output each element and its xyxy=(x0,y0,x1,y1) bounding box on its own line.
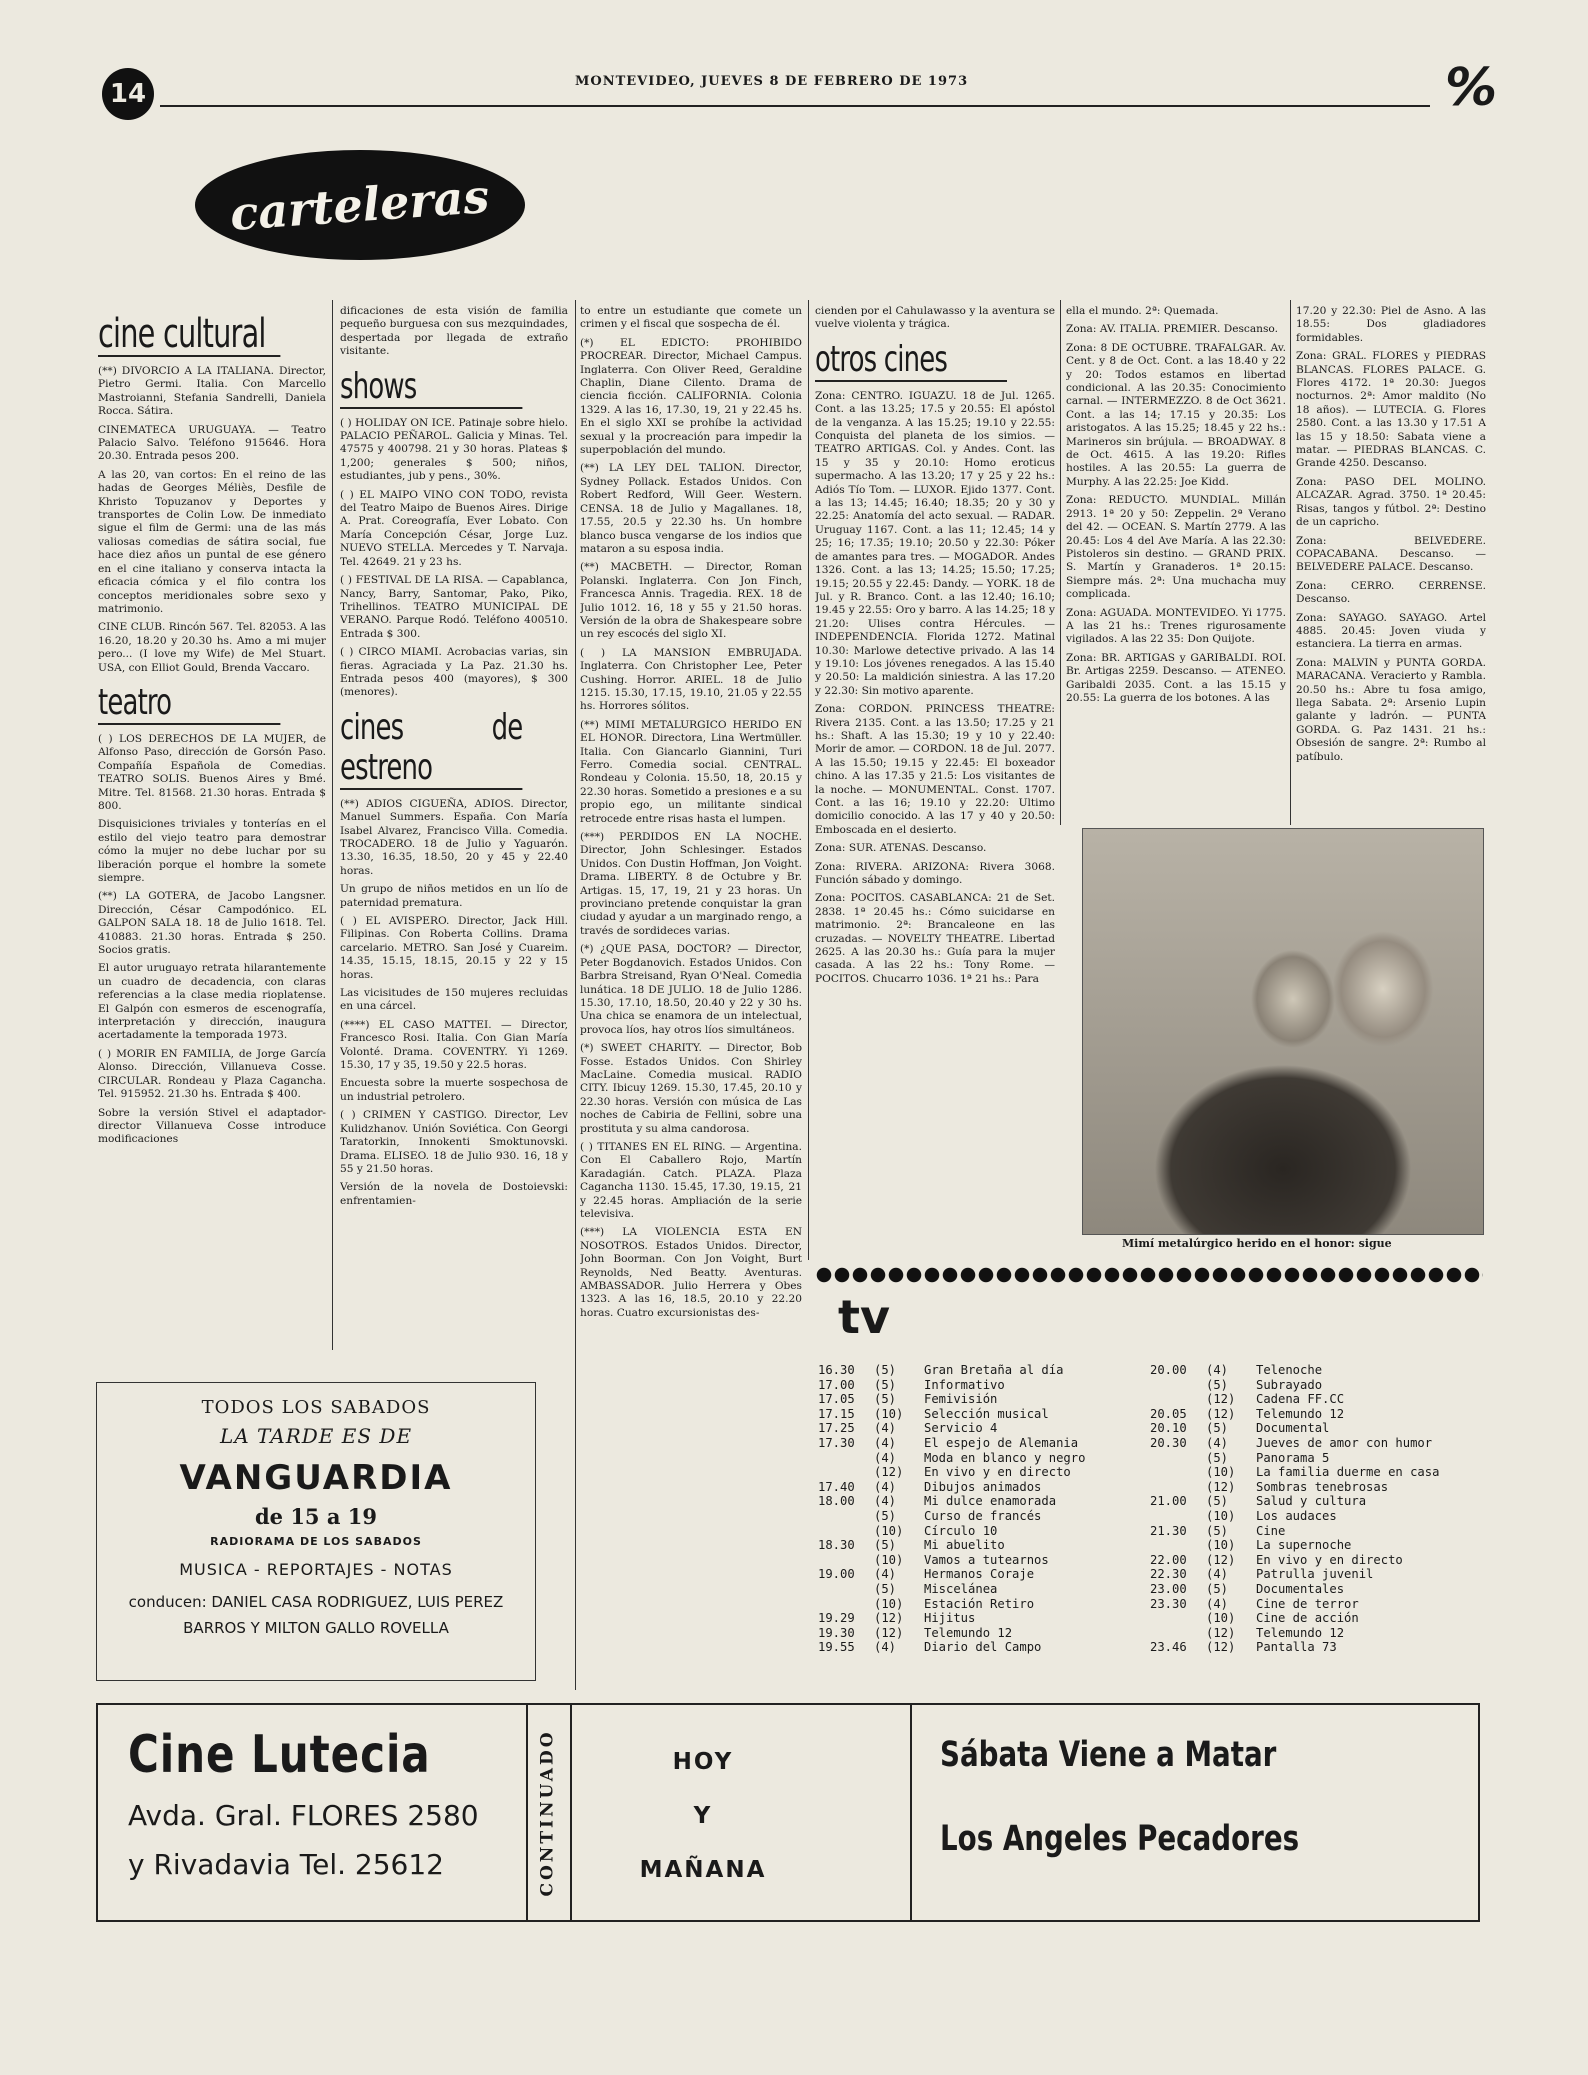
tv-time: 19.30 xyxy=(818,1625,855,1640)
tv-time: 19.55 xyxy=(818,1640,855,1655)
tv-time: 17.25 xyxy=(818,1421,855,1436)
tv-program: Cadena FF.CC xyxy=(1256,1392,1345,1407)
tv-row xyxy=(1150,1626,1490,1641)
list-item: Zona: REDUCTO. MUNDIAL. Millán 2913. 1ª 20 y 50: Zeppelin. 2ª Verano del 42. — OCEAN. S. Martín 2779. A las 20.45: Los 4 del Ave María. A las 22.30: Pistoleros sin destino. — GRAND PRIX. S. Martín y Granaderos. 1ª 20.15: Siempre más. 2ª: Una muchacha muy complicada. xyxy=(1066,494,1286,601)
tv-time xyxy=(1150,1480,1206,1495)
tv-channel: (12) xyxy=(1206,1552,1236,1567)
tv-program: Diario del Campo xyxy=(924,1640,1042,1655)
tv-channel: (12) xyxy=(1206,1479,1236,1494)
tv-channel: (10) xyxy=(1206,1611,1236,1626)
tv-row xyxy=(818,1378,1148,1393)
tv-channel: (4) xyxy=(1206,1435,1229,1450)
tv-channel: (4) xyxy=(1206,1363,1229,1377)
tv-channel: (5) xyxy=(874,1363,897,1377)
ad-films xyxy=(940,1735,1348,1903)
tv-time: 20.30 xyxy=(1150,1435,1187,1450)
list-item: ( ) EL MAIPO VINO CON TODO, revista del Teatro Maipo de Buenos Aires. Dirige A. Prat. Coreografía, Ever Lobato. Con María Concepción César, Jorge Luz. NUEVO STELLA. Mercedes y T. Narvaja. Tel. 42649. 21 y 23 hs. xyxy=(340,488,568,568)
ad-divider xyxy=(570,1705,572,1920)
list-item: Zona: CORDON. PRINCESS THEATRE: Rivera 2135. Cont. a las 13.50; 17.25 y 21 hs.: Shaft. A las 15.30; 19 y 10 y 22.40: Morir de amor. — CORDON. 18 de Jul. 2077. A las 15.50; 19.15 y 22.45: El boxeador chino. A las 17.35 y 21.5: Los visitantes de la noche. — MONUMENTAL. Const. 1707. Cont. a las 16; 19.10 y 22.20: Ultimo domicilio conocido. A las 17 y 40 y 20.50: Emboscada en el desierto. xyxy=(815,703,1055,836)
tv-channel: (12) xyxy=(1206,1640,1236,1655)
list-item: Disquisiciones triviales y tonterías en el estilo del viejo teatro para demostrar cómo la mujer no debe luchar por su liberación porque el hombre la somete siempre. xyxy=(98,818,326,884)
tv-row xyxy=(1150,1611,1490,1626)
ad-title: Cine Lutecia xyxy=(128,1725,431,1785)
tv-program: Moda en blanco y negro xyxy=(924,1450,1086,1465)
list-item: (***) LA VIOLENCIA ESTA EN NOSOTROS. Estados Unidos. Director, John Boorman. Con Jon Voight, Burt Reynolds, Ned Beatty. Aventuras. AMBASSADOR. Julio Herrera y Obes 1323. A las 16, 18.5, 20.10 y 22.20 horas. Cuatro excursionistas des- xyxy=(580,1226,802,1319)
tv-time xyxy=(1150,1538,1206,1553)
tv-channel: (5) xyxy=(874,1377,897,1392)
ad-address: Avda. Gral. FLORES 2580 xyxy=(128,1799,479,1832)
tv-time xyxy=(818,1524,874,1539)
list-item: ( ) LOS DERECHOS DE LA MUJER, de Alfonso Paso, dirección de Gorsón Paso. Compañía Española de Comedias. TEATRO SOLIS. Buenos Aires y Bmé. Mitre. Tel. 81568. 21.30 horas. Entrada $ 800. xyxy=(98,732,326,812)
photo-caption: Mimí metalúrgico herido en el honor: sigue xyxy=(1122,1237,1392,1250)
tv-row xyxy=(1150,1553,1490,1568)
tv-program: Servicio 4 xyxy=(924,1421,998,1436)
tv-channel: (4) xyxy=(874,1479,897,1494)
tv-time: 20.05 xyxy=(1150,1406,1187,1421)
tv-time xyxy=(818,1553,874,1568)
tv-program: Telemundo 12 xyxy=(1256,1406,1345,1421)
tv-channel: (4) xyxy=(874,1567,897,1582)
tv-program: Círculo 10 xyxy=(924,1523,998,1538)
column-rule xyxy=(1290,300,1291,825)
tv-time xyxy=(1150,1509,1206,1524)
list-item: ( ) HOLIDAY ON ICE. Patinaje sobre hielo. PALACIO PEÑAROL. Galicia y Minas. Tel. 47575 y 400798. 21 y 30 horas. Plateas $ 1,200; generales $ 500; niños, estudiantes, jub y pens., 30%. xyxy=(340,416,568,483)
tv-channel: (5) xyxy=(1206,1494,1229,1509)
tv-program: Telemundo 12 xyxy=(1256,1625,1345,1640)
tv-channel: (10) xyxy=(874,1596,904,1611)
ad-line: TODOS LOS SABADOS xyxy=(201,1397,431,1418)
list-item: (**) MIMI METALURGICO HERIDO EN EL HONOR. Directora, Lina Wertmüller. Italia. Con Giancarlo Giannini, Turi Ferro. Comedia social. CENTRAL. Rondeau y Colonia. 15.50, 18, 20.15 y 22.30 horas. Sometido a presiones e a su propio ego, un militante sindical retrocede entre risas hasta el lumpen. xyxy=(580,718,802,825)
tv-channel: (4) xyxy=(874,1640,897,1655)
tv-program: Mi dulce enamorada xyxy=(924,1494,1057,1509)
ad-schedule xyxy=(598,1735,808,1897)
column-rule xyxy=(575,300,576,1690)
list-item: ( ) TITANES EN EL RING. — Argentina. Con El Caballero Rojo, Martín Karadagián. Catch. PLAZA. Plaza Cagancha 1130. 15.45, 17.30, 19.15, 21 y 22.45 horas. Ampliación de la serie televisiva. xyxy=(580,1140,802,1220)
tv-channel: (5) xyxy=(1206,1377,1229,1392)
list-item: Zona: SAYAGO. SAYAGO. Artel 4885. 20.45: Joven viuda y estanciera. La tierra en armas. xyxy=(1296,611,1486,651)
tv-program: Documental xyxy=(1256,1421,1330,1436)
tv-row xyxy=(818,1363,1148,1378)
list-item: cienden por el Cahulawasso y la aventura se vuelve violenta y trágica. xyxy=(815,305,1055,331)
list-item: Zona: POCITOS. CASABLANCA: 21 de Set. 2838. 1ª 20.45 hs.: Cómo suicidarse en matrimonio. 2ª: Brancaleone en las cruzadas. — NOVELTY THEATRE. Libertad 2625. A las 20.30 hs.: Guía para la mujer casada. A las 22 hs.: Tony Rome. — POCITOS. Chucarro 1036. 1ª 21 hs.: Para xyxy=(815,892,1055,985)
tv-program: Documentales xyxy=(1256,1581,1345,1596)
tv-program: Cine de terror xyxy=(1256,1596,1359,1611)
tv-channel: (12) xyxy=(874,1611,904,1626)
tv-row xyxy=(818,1407,1148,1422)
tv-channel: (5) xyxy=(1206,1421,1229,1436)
tv-program: Estación Retiro xyxy=(924,1596,1035,1611)
tv-row xyxy=(818,1465,1148,1480)
tv-schedule-right xyxy=(1150,1363,1490,1655)
tv-row xyxy=(818,1582,1148,1597)
tv-time: 20.00 xyxy=(1150,1363,1187,1377)
tv-channel: (10) xyxy=(1206,1508,1236,1523)
tv-program: Femivisión xyxy=(924,1392,998,1407)
tv-time: 19.00 xyxy=(818,1567,855,1582)
tv-program: Cine xyxy=(1256,1523,1286,1538)
tv-channel: (12) xyxy=(874,1465,904,1480)
list-item: Zona: CERRO. CERRENSE. Descanso. xyxy=(1296,579,1486,606)
list-item: CINE CLUB. Rincón 567. Tel. 82053. A las 16.20, 18.20 y 20.30 hs. Amo a mi mujer pero... (I love my Wife) de Mel Stuart. USA, con Elliot Gould, Brenda Vaccaro. xyxy=(98,621,326,674)
tv-channel: (10) xyxy=(1206,1538,1236,1553)
tv-channel: (12) xyxy=(1206,1625,1236,1640)
list-item: ( ) CIRCO MIAMI. Acrobacias varias, sin fieras. Agraciada y La Paz. 21.30 hs. Entrada pesos 400 (mayores), $ 300 (menores). xyxy=(340,646,568,699)
tv-row xyxy=(818,1640,1148,1655)
tv-channel: (4) xyxy=(874,1494,897,1509)
tv-time xyxy=(1150,1465,1206,1480)
tv-time: 23.30 xyxy=(1150,1596,1187,1611)
list-item: (**) MACBETH. — Director, Roman Polanski. Inglaterra. Con Jon Finch, Francesca Annis. Tragedia. REX. 18 de Julio 1012. 16, 18 y 55 y 21.50 horas. Versión de la obra de Shakespeare sobre un rey escocés del siglo XI. xyxy=(580,561,802,641)
tv-program: Subrayado xyxy=(1256,1377,1323,1392)
cine-cultural-list xyxy=(98,365,326,675)
heading-otros-cines: otros cines xyxy=(815,340,1007,382)
tv-program: La familia duerme en casa xyxy=(1256,1465,1440,1480)
ad-line: HOY xyxy=(672,1749,734,1775)
tv-program: Dibujos animados xyxy=(924,1479,1042,1494)
list-item: (**) LA LEY DEL TALION. Director, Sydney Pollack. Estados Unidos. Con Robert Redford, Will Geer. Western. CENSA. 18 de Julio y Magallanes. 18, 17.55, 20.5 y 22.30 hs. Un hombre blanco busca vengarse de los indios que mataron a su esposa india. xyxy=(580,462,802,555)
tv-time: 23.00 xyxy=(1150,1581,1187,1596)
list-item: A las 20, van cortos: En el reino de las hadas de Georges Méliès, Desfile de Khristo Topuzanov y Deportes y transportes de Colin Low. De inmediato sigue el film de Germi: una de las más valiosas comedias de sátira social, fue hace diez años un puntal de ese género en el cine italiano y conserva intacta la eficacia cómica y el filo contra los conceptos meridionales sobre sexo y matrimonio. xyxy=(98,468,326,615)
tv-time xyxy=(1150,1392,1206,1407)
tv-row xyxy=(1150,1538,1490,1553)
column-cine-cultural xyxy=(98,305,326,1365)
tv-program: La supernoche xyxy=(1256,1538,1352,1553)
tv-time: 16.30 xyxy=(818,1363,855,1377)
list-item: (***) PERDIDOS EN LA NOCHE. Director, John Schlesinger. Estados Unidos. Con Dustin Hoffman, Jon Voight. Drama. LIBERTY. 8 de Octubre y Br. Artigas. 15, 17, 19, 21 y 23 horas. Un provinciano pretende conquistar la gran ciudad y ayudar a un marginado rengo, a través de sordideces varias. xyxy=(580,831,802,937)
ad-title: VANGUARDIA xyxy=(179,1458,453,1498)
tv-channel: (5) xyxy=(1206,1450,1229,1465)
tv-row xyxy=(818,1451,1148,1466)
list-item: Zona: 8 DE OCTUBRE. TRAFALGAR. Av. Cent. y 8 de Oct. Cont. a las 18.40 y 22 y 20: Todos estamos en libertad condicional. A las 20.35: Conocimiento carnal. — INTERMEZZO. 8 de Oct 3621. Cont. a las 14; 17.15 y 20.35: Los aristogatos. A las 15.25; 18.45 y 22 hs.: Marineros sin brújula. — BROADWAY. 8 de Oct. 4615. A las 19.20: Rifles hostiles. A las 20.55: La guerra de Murphy. A las 22.25: Joe Kidd. xyxy=(1066,341,1286,488)
tv-row xyxy=(1150,1465,1490,1480)
tv-program: Patrulla juvenil xyxy=(1256,1567,1374,1582)
tv-row xyxy=(818,1611,1148,1626)
tv-time: 22.30 xyxy=(1150,1567,1187,1582)
column-zonas-b xyxy=(1296,305,1486,825)
tv-row xyxy=(1150,1451,1490,1466)
list-item: ( ) EL AVISPERO. Director, Jack Hill. Filipinas. Con Roberta Collins. Drama carcelario. METRO. San José y Cuareim. 14.35, 15.15, 18.15, 20.15 y 22 y 15 horas. xyxy=(340,915,568,981)
tv-program: Gran Bretaña al día xyxy=(924,1363,1064,1377)
column-zonas-a xyxy=(1066,305,1286,825)
page-number: 14 xyxy=(102,68,154,120)
tv-time: 21.30 xyxy=(1150,1523,1187,1538)
tv-program: Jueves de amor con humor xyxy=(1256,1435,1433,1450)
tv-channel: (5) xyxy=(874,1538,897,1553)
tv-time: 17.30 xyxy=(818,1435,855,1450)
tv-row xyxy=(1150,1421,1490,1436)
tv-channel: (5) xyxy=(1206,1581,1229,1596)
ad-line: LA TARDE ES DE xyxy=(219,1424,413,1448)
tv-row xyxy=(818,1567,1148,1582)
tv-program: Informativo xyxy=(924,1377,1005,1392)
date-line: MONTEVIDEO, JUEVES 8 DE FEBRERO DE 1973 xyxy=(575,74,969,89)
tv-program: En vivo y en directo xyxy=(1256,1552,1403,1567)
list-item: El autor uruguayo retrata hilarantemente un cuadro de decadencia, con claras referencias a la clase media rioplatense. El Galpón con esmeros de escenografía, interpretación y dirección, inaugura acertadamente la temporada 1973. xyxy=(98,962,326,1042)
column-rule xyxy=(808,300,809,1260)
tv-channel: (12) xyxy=(1206,1392,1236,1407)
tv-time xyxy=(1150,1626,1206,1641)
tv-program: El espejo de Alemania xyxy=(924,1435,1079,1450)
tv-time: 20.10 xyxy=(1150,1421,1187,1436)
list-item: Zona: BR. ARTIGAS y GARIBALDI. ROI. Br. Artigas 2259. Descanso. — ATENEO. Garibaldi 2035. Cont. a las 15.15 y 20.55: La guerra de los botones. A las xyxy=(1066,651,1286,704)
list-item: (*) ¿QUE PASA, DOCTOR? — Director, Peter Bogdanovich. Estados Unidos. Con Barbra Streisand, Ryan O'Neal. Comedia lunática. 18 DE JULIO. 18 de Julio 1286. 15.30, 17.10, 18.50, 20.40 y 22 y 30 hs. Una chica se enamora de un intelectual, provoca líos, hay otros líos simultáneos. xyxy=(580,943,802,1036)
list-item: Zona: MALVIN y PUNTA GORDA. MARACANA. Veracierto y Rambla. 20.50 hs.: Abre tu fosa amigo, llega Sabata. 2ª: Arsenio Lupin galante y ladrón. — PUNTA GORDA. G. Paz 1431. 21 hs.: Obsesión de sangre. 2ª: Rumbo al patíbulo. xyxy=(1296,656,1486,763)
tv-channel: (4) xyxy=(1206,1596,1229,1611)
list-item: Zona: SUR. ATENAS. Descanso. xyxy=(815,842,987,855)
tv-time: 17.40 xyxy=(818,1479,855,1494)
list-item: (**) ADIOS CIGUEÑA, ADIOS. Director, Manuel Summers. España. Con María Isabel Alvarez, Francisco Villa. Comedia. TROCADERO. 18 de Julio y Yaguarón. 13.30, 16.35, 18.50, 20 y 45 y 22.40 horas. xyxy=(340,797,568,877)
list-item: ( ) CRIMEN Y CASTIGO. Director, Lev Kulidzhanov. Unión Soviética. Con Georgi Taratorkin, Innokenti Smoktunovski. Drama. ELISEO. 18 de Julio 930. 16, 18 y 55 y 21.50 horas. xyxy=(340,1109,568,1175)
ad-divider xyxy=(910,1705,912,1920)
section-title-oval xyxy=(195,150,525,260)
tv-channel: (4) xyxy=(1206,1567,1229,1582)
tv-time xyxy=(1150,1451,1206,1466)
column-otros-cines xyxy=(815,305,1055,1255)
tv-program: Hermanos Coraje xyxy=(924,1567,1035,1582)
tv-channel: (5) xyxy=(874,1581,897,1596)
tv-row xyxy=(818,1494,1148,1509)
top-rule xyxy=(160,105,1430,107)
tv-row xyxy=(1150,1509,1490,1524)
tv-row xyxy=(818,1436,1148,1451)
tv-channel: (10) xyxy=(874,1523,904,1538)
tv-row xyxy=(818,1509,1148,1524)
heading-cines-estreno: cines de estreno xyxy=(340,706,523,788)
tv-time: 17.00 xyxy=(818,1377,855,1392)
list-item: Sobre la versión Stivel el adaptador-director Villanueva Cosse introduce modificaciones xyxy=(98,1106,326,1146)
tv-time xyxy=(1150,1611,1206,1626)
tv-time: 18.30 xyxy=(818,1538,855,1553)
list-item: ella el mundo. 2ª: Quemada. xyxy=(1066,305,1219,317)
heading-shows: shows xyxy=(340,367,522,409)
tv-channel: (4) xyxy=(874,1450,897,1465)
ad-phone: y Rivadavia Tel. 25612 xyxy=(128,1848,444,1881)
tv-row xyxy=(1150,1494,1490,1509)
column-shows xyxy=(340,305,568,1365)
column-estreno-cont xyxy=(580,305,802,1695)
list-item: dificaciones de esta visión de familia pequeño burguesa con sus mezquindades, despertada por llegada de extraño visitante. xyxy=(340,305,568,358)
list-item: ( ) MORIR EN FAMILIA, de Jorge García Alonso. Dirección, Villanueva Cosse. CIRCULAR. Rondeau y Plaza Cagancha. Tel. 915952. 21.30 hs. Entrada $ 400. xyxy=(98,1047,326,1101)
continuado-label-wrap xyxy=(528,1705,568,1920)
tv-channel: (10) xyxy=(1206,1465,1236,1480)
list-item: 17.20 y 22.30: Piel de Asno. A las 18.55: Dos gladiadores formidables. xyxy=(1296,305,1486,344)
tv-time xyxy=(818,1582,874,1597)
film-title: Sábata Viene a Matar xyxy=(940,1735,1277,1775)
ad-line: MAÑANA xyxy=(639,1857,767,1883)
tv-time: 22.00 xyxy=(1150,1552,1187,1567)
lutecia-ad xyxy=(96,1703,1480,1922)
heading-cine-cultural: cine cultural xyxy=(98,313,280,357)
list-item: Un grupo de niños metidos en un lío de paternidad prematura. xyxy=(340,883,568,909)
list-item: ( ) FESTIVAL DE LA RISA. — Capablanca, Nancy, Barry, Santomar, Pako, Piko, Trihellinos. TEATRO MUNICIPAL DE VERANO. Parque Rodó. Teléfono 400510. Entrada $ 300. xyxy=(340,574,568,640)
list-item: (*) EL EDICTO: PROHIBIDO PROCREAR. Director, Michael Campus. Inglaterra. Con Oliver Reed, Geraldine Chaplin, Diane Cilento. Drama de ciencia ficción. CALIFORNIA. Colonia 1329. A las 16, 17.30, 19, 21 y 22.45 hs. En el siglo XXI se prohíbe la actividad sexual y la procreación para impedir la superpoblación del mundo. xyxy=(580,336,802,457)
list-item: ( ) LA MANSION EMBRUJADA. Inglaterra. Con Christopher Lee, Peter Cushing. Horror. ARIEL. 18 de Julio 1215. 15.30, 17.15, 19.10, 21.05 y 22.55 hs. Horrores sólitos. xyxy=(580,646,802,713)
tv-channel: (10) xyxy=(874,1406,904,1421)
tv-channel: (4) xyxy=(874,1435,897,1450)
list-item: CINEMATECA URUGUAYA. — Teatro Palacio Salvo. Teléfono 915646. Hora 20.30. Entrada pesos 200. xyxy=(98,423,326,463)
column-rule xyxy=(332,300,333,1350)
tv-channel: (10) xyxy=(874,1552,904,1567)
tv-channel: (12) xyxy=(874,1625,904,1640)
continuado-label: CONTINUADO xyxy=(538,1728,558,1897)
teatro-list xyxy=(98,733,326,1147)
tv-time xyxy=(818,1509,874,1524)
tv-row xyxy=(818,1597,1148,1612)
tv-time: 21.00 xyxy=(1150,1494,1187,1509)
list-item: Zona: PASO DEL MOLINO. ALCAZAR. Agrad. 3750. 1ª 20.45: Risas, tangos y fútbol. 2ª: Destino de un capricho. xyxy=(1296,475,1486,529)
ad-line: MUSICA - REPORTAJES - NOTAS xyxy=(179,1560,453,1579)
ad-line: RADIORAMA DE LOS SABADOS xyxy=(210,1535,422,1548)
list-item: to entre un estudiante que comete un crimen y el fiscal que sospecha de él. xyxy=(580,305,802,331)
tv-row xyxy=(818,1553,1148,1568)
tv-time: 17.05 xyxy=(818,1392,855,1407)
list-item: Zona: AV. ITALIA. PREMIER. Descanso. xyxy=(1066,323,1278,336)
list-item: Zona: BELVEDERE. COPACABANA. Descanso. — BELVEDERE PALACE. Descanso. xyxy=(1296,534,1486,574)
tv-program: En vivo y en directo xyxy=(924,1465,1071,1480)
list-item: Las vicisitudes de 150 mujeres recluidas en una cárcel. xyxy=(340,987,568,1013)
list-item: Zona: AGUADA. MONTEVIDEO. Yi 1775. A las 21 hs.: Trenes rigurosamente vigilados. A las 22 35: Don Quijote. xyxy=(1066,606,1286,646)
tv-program: Selección musical xyxy=(924,1406,1049,1421)
tv-program: Telemundo 12 xyxy=(924,1625,1013,1640)
list-item: Zona: GRAL. FLORES y PIEDRAS BLANCAS. FLORES PALACE. G. Flores 4172. 1ª 20.30: Juegos nocturnos. 2ª: Amor maldito (No 18 años). — LUTECIA. G. Flores 2580. Cont. a las 13.30 y 17.51 A las 15 y 18.50: Sabata viene a matar. — PIEDRAS BLANCAS. C. Grande 4250. Descanso. xyxy=(1296,350,1486,470)
tv-row xyxy=(1150,1363,1490,1378)
tv-row xyxy=(818,1626,1148,1641)
tv-row xyxy=(1150,1582,1490,1597)
list-item: Versión de la novela de Dostoievski: enfrentamien- xyxy=(340,1181,568,1207)
tv-program: Pantalla 73 xyxy=(1256,1640,1337,1655)
tv-program: Panorama 5 xyxy=(1256,1450,1330,1465)
tv-row xyxy=(1150,1436,1490,1451)
list-item: Encuesta sobre la muerte sospechosa de un industrial petrolero. xyxy=(340,1077,568,1103)
tv-row xyxy=(1150,1567,1490,1582)
dot-divider xyxy=(815,1265,1483,1285)
heading-teatro: teatro xyxy=(98,683,280,725)
film-title: Los Angeles Pecadores xyxy=(940,1819,1300,1859)
tv-program: Mi abuelito xyxy=(924,1538,1005,1553)
tv-program: Sombras tenebrosas xyxy=(1256,1479,1389,1494)
tv-row xyxy=(818,1480,1148,1495)
section-title: carteleras xyxy=(228,169,492,241)
tv-row xyxy=(818,1421,1148,1436)
tv-time: 18.00 xyxy=(818,1494,855,1509)
tv-row xyxy=(1150,1640,1490,1655)
tv-channel: (5) xyxy=(874,1508,897,1523)
list-item: Zona: RIVERA. ARIZONA: Rivera 3068. Función sábado y domingo. xyxy=(815,860,1055,887)
ad-line: de 15 a 19 xyxy=(254,1504,378,1529)
newspaper-logo: % xyxy=(1445,58,1498,118)
tv-row xyxy=(1150,1407,1490,1422)
tv-time: 23.46 xyxy=(1150,1640,1187,1655)
tv-schedule-left xyxy=(818,1363,1148,1655)
tv-channel: (12) xyxy=(1206,1406,1236,1421)
tv-program: Curso de francés xyxy=(924,1508,1042,1523)
tv-time xyxy=(818,1465,874,1480)
vanguardia-ad xyxy=(96,1382,536,1681)
tv-time xyxy=(818,1597,874,1612)
tv-program: Cine de acción xyxy=(1256,1611,1359,1626)
ad-line: conducen: DANIEL CASA RODRIGUEZ, LUIS PEREZ BARROS Y MILTON GALLO ROVELLA xyxy=(128,1593,504,1637)
tv-time: 19.29 xyxy=(818,1611,855,1626)
list-item: Zona: CENTRO. IGUAZU. 18 de Jul. 1265. Cont. a las 13.25; 17.5 y 20.55: El apóstol de la venganza. A las 15.25; 19.10 y 22.55: Conquista del planeta de los simios. — TEATRO ARTIGAS. Col. y Andes. Cont. las 15 y 35 y 20.10: Homo eroticus supermacho. A las 13.20; 17 y 25 y 22 hs.: Adiós Tío Tom. — LUXOR. Ejido 1377. Cont. a las 13; 14.45; 16.40; 18.35; 20 y 30 y 22.25: Anatomía del acto sexual. — RADAR. Uruguay 1167. Cont. a las 11; 12.45; 14 y 25; 16; 17.35; 19.10; 20.50 y 22.30: Póker de amantes para tres. — MOGADOR. Andes 1326. Cont. a las 13; 14.25; 15.50; 17.25; 19.15; 20.55 y 22.45: Dandy. — YORK. 18 de Jul. y R. Branco. Cont. a las 12.40; 16.10; 19.45 y 22.55: Oro y barro. A las 14.25; 18 y 21.20: Ulises contra Hércules. — INDEPENDENCIA. Florida 1272. Matinal 10.30: Marlowe detective privado. A las 14 y 19.10: Los jóvenes renegados. A las 15.40 y 20.50: La maldición siniestra. A las 17.20 y 22.30: Sin motivo aparente. xyxy=(815,389,1055,697)
tv-channel: (5) xyxy=(874,1392,897,1407)
tv-channel: (5) xyxy=(1206,1523,1229,1538)
tv-program: Los audaces xyxy=(1256,1508,1337,1523)
tv-row xyxy=(818,1538,1148,1553)
tv-program: Telenoche xyxy=(1256,1363,1323,1377)
tv-heading: tv xyxy=(838,1290,890,1344)
film-photo xyxy=(1082,828,1484,1235)
column-rule xyxy=(1060,300,1061,825)
tv-time xyxy=(1150,1378,1206,1393)
list-item: (*) SWEET CHARITY. — Director, Bob Fosse. Estados Unidos. Con Shirley MacLaine. Comedia musical. RADIO CITY. Ibicuy 1269. 15.30, 17.45, 20.10 y 22.30 horas. Versión con música de Las noches de Cabiria de Fellini, sobre una prostituta y su alma candorosa. xyxy=(580,1042,802,1135)
list-item: (**) LA GOTERA, de Jacobo Langsner. Dirección, César Campodónico. EL GALPON SALA 18. 18 de Julio 1618. Tel. 410883. 21.30 horas. Entrada $ 250. Socios gratis. xyxy=(98,890,326,957)
list-item: (****) EL CASO MATTEI. — Director, Francesco Rosi. Italia. Con Gian María Volonté. Drama. COVENTRY. Yi 1269. 15.30, 17 y 35, 19.50 y 22.5 horas. xyxy=(340,1018,568,1072)
tv-program: Vamos a tutearnos xyxy=(924,1552,1049,1567)
tv-program: Salud y cultura xyxy=(1256,1494,1367,1509)
tv-channel: (4) xyxy=(874,1421,897,1436)
tv-row xyxy=(1150,1524,1490,1539)
tv-time xyxy=(818,1451,874,1466)
tv-row xyxy=(1150,1392,1490,1407)
tv-row xyxy=(818,1524,1148,1539)
tv-program: Hijitus xyxy=(924,1611,976,1626)
tv-row xyxy=(818,1392,1148,1407)
list-item: (**) DIVORCIO A LA ITALIANA. Director, Pietro Germi. Italia. Con Marcello Mastroianni, Stefania Sandrelli, Daniela Rocca. Sátira. xyxy=(98,365,326,418)
tv-program: Miscelánea xyxy=(924,1581,998,1596)
tv-time: 17.15 xyxy=(818,1406,855,1421)
tv-row xyxy=(1150,1480,1490,1495)
tv-row xyxy=(1150,1597,1490,1612)
tv-row xyxy=(1150,1378,1490,1393)
ad-line: Y xyxy=(693,1803,713,1829)
